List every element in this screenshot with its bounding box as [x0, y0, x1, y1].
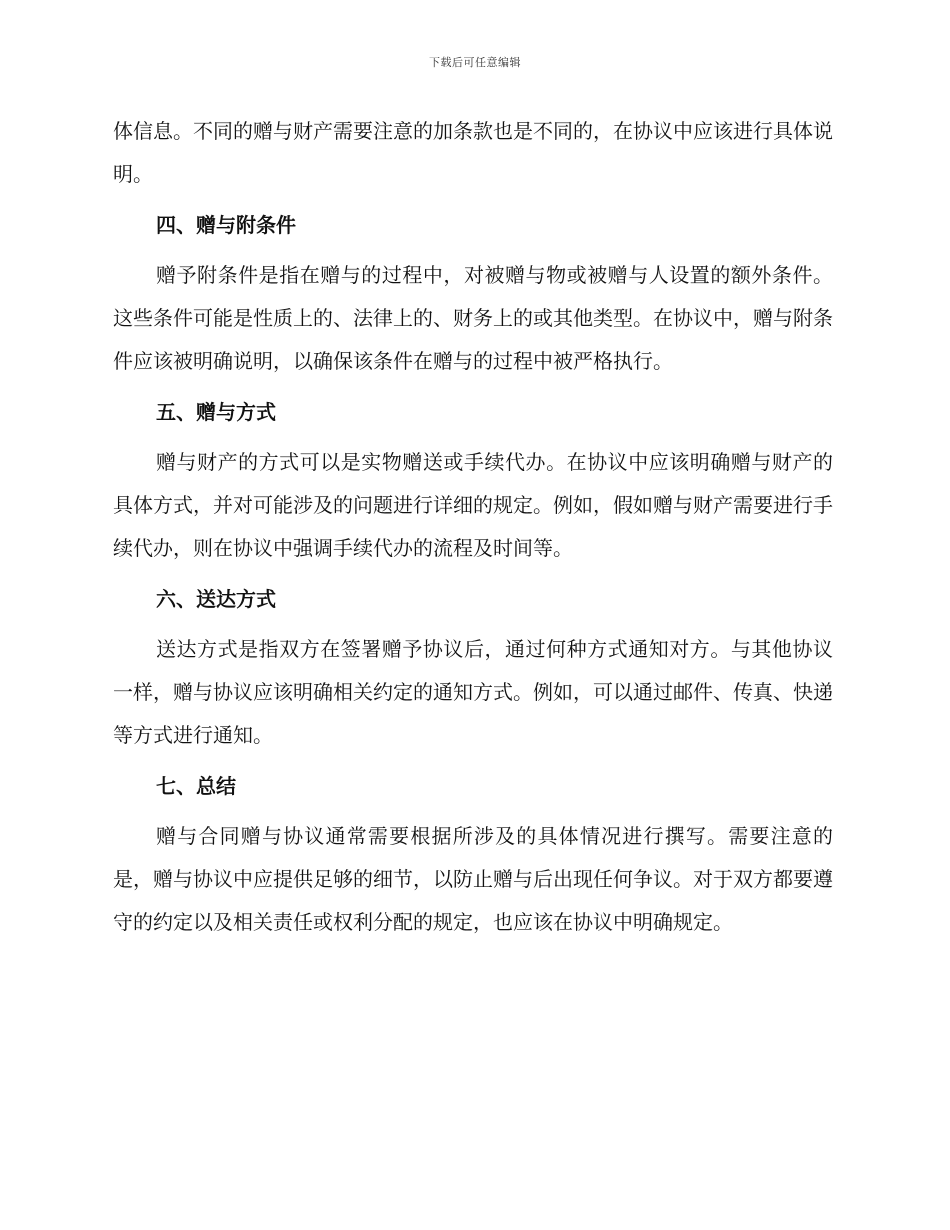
section-paragraph-7: 赠与合同赠与协议通常需要根据所涉及的具体情况进行撰写。需要注意的是，赠与协议中应提供足够的细节，以防止赠与后出现任何争议。对于双方都要遵守的约定以及相关责任或权利分配的规定，也应该在协议中明确规定。 — [113, 824, 833, 934]
page-header: 下载后可任意编辑 — [429, 56, 521, 69]
document-body — [113, 110, 833, 944]
section-heading-6: 六、送达方式 — [156, 587, 276, 611]
continued-paragraph: 体信息。不同的赠与财产需要注意的加条款也是不同的，在协议中应该进行具体说明。 — [113, 119, 833, 186]
section-heading-5: 五、赠与方式 — [156, 400, 276, 424]
section-paragraph-4: 赠予附条件是指在赠与的过程中，对被赠与物或被赠与人设置的额外条件。这些条件可能是性质上的、法律上的、财务上的或其他类型。在协议中，赠与附条件应该被明确说明，以确保该条件在赠与的过程中被严格执行。 — [113, 263, 833, 373]
section-heading-4: 四、赠与附条件 — [156, 213, 296, 237]
section-heading-7: 七、总结 — [156, 774, 236, 798]
section-paragraph-5: 赠与财产的方式可以是实物赠送或手续代办。在协议中应该明确赠与财产的具体方式，并对可能涉及的问题进行详细的规定。例如，假如赠与财产需要进行手续代办，则在协议中强调手续代办的流程及时间等。 — [113, 450, 833, 560]
section-paragraph-6: 送达方式是指双方在签署赠予协议后，通过何种方式通知对方。与其他协议一样，赠与协议应该明确相关约定的通知方式。例如，可以通过邮件、传真、快递等方式进行通知。 — [113, 637, 833, 747]
